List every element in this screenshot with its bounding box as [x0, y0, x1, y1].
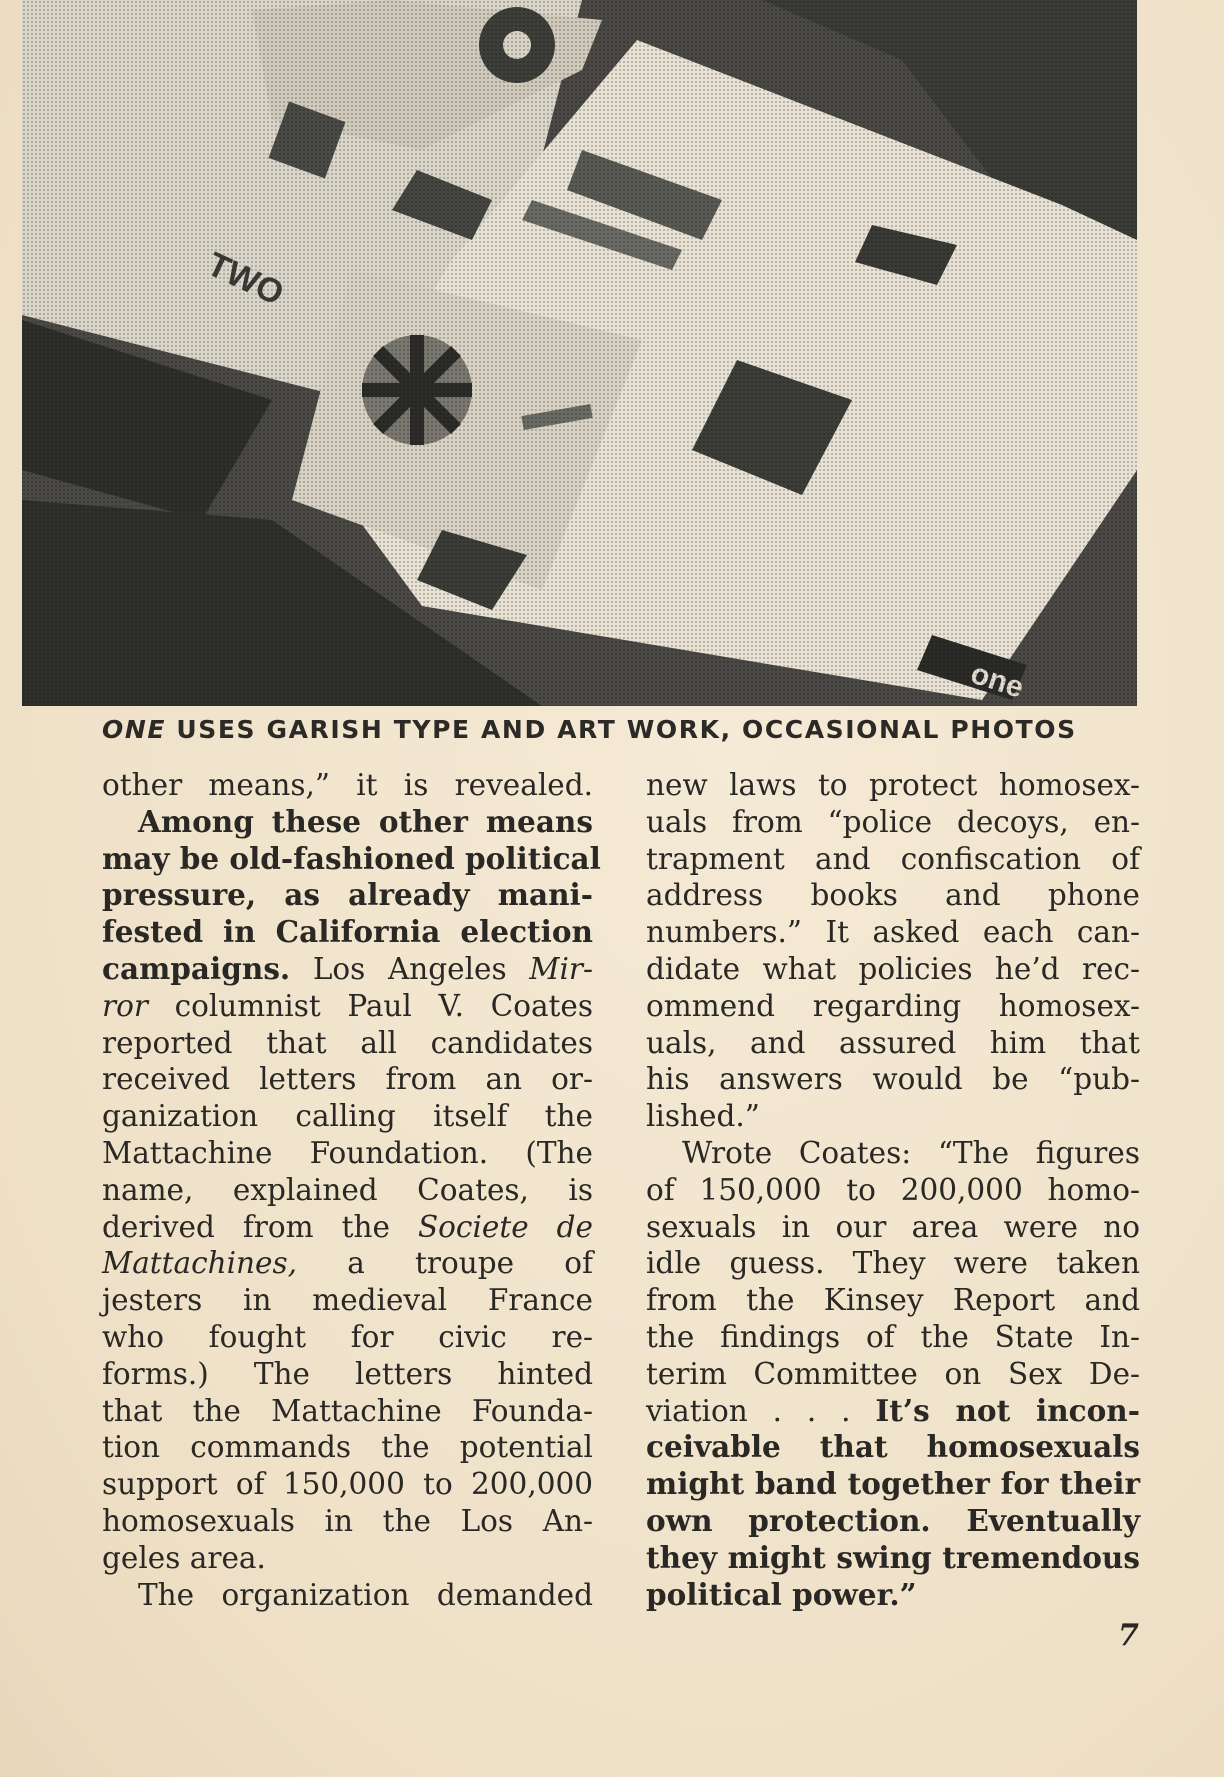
- text-line: name, explained Coates, is: [102, 1172, 593, 1207]
- text-run: It’s not incon-: [875, 1392, 1140, 1428]
- text-line: of 150,000 to 200,000 homo-: [646, 1172, 1140, 1207]
- text-line: numbers.” It asked each can-: [646, 915, 1140, 950]
- photo-caption: [102, 715, 1137, 744]
- text-line: reported that all candidates: [102, 1025, 593, 1060]
- text-line: forms.) The letters hinted: [102, 1356, 593, 1391]
- text-line: ommend regarding homosex-: [646, 988, 1140, 1023]
- article-right-column: [646, 767, 1140, 1613]
- text-run: Los Angeles: [290, 951, 530, 986]
- text-line: new laws to protect homosex-: [646, 768, 1140, 802]
- text-line: might band together for their: [646, 1466, 1140, 1502]
- text-line: may be old-fashioned political: [102, 840, 601, 876]
- page-number: 7: [1118, 1618, 1139, 1653]
- text-line: lished.”: [646, 1099, 760, 1134]
- text-run: campaigns.: [102, 950, 291, 986]
- text-line: homosexuals in the Los An-: [102, 1503, 593, 1538]
- text-line: jesters in medieval France: [102, 1283, 593, 1318]
- text-line: uals, and assured him that: [646, 1025, 1140, 1060]
- text-line: [102, 1245, 593, 1282]
- text-line: trapment and confiscation of: [646, 841, 1140, 876]
- text-line: the findings of the State In-: [646, 1319, 1140, 1354]
- text-line: idle guess. They were taken: [646, 1246, 1140, 1281]
- caption-magazine-name: ONE: [102, 715, 167, 744]
- text-line: [646, 1393, 1140, 1430]
- text-line: other means,” it is revealed.: [102, 768, 593, 802]
- text-line: pressure, as already mani-: [102, 877, 593, 913]
- text-line: address books and phone: [646, 878, 1140, 913]
- text-line: that the Mattachine Founda-: [102, 1393, 593, 1428]
- text-line: who fought for civic re-: [102, 1319, 593, 1354]
- text-line: didate what policies he’d rec-: [646, 951, 1140, 986]
- text-line: ceivable that homosexuals: [646, 1429, 1140, 1465]
- caption-text: USES GARISH TYPE AND ART WORK, OCCASIONAL PHOTOS: [166, 715, 1077, 744]
- text-line: The organization demanded: [138, 1577, 593, 1612]
- layout-photo: [22, 0, 1137, 706]
- text-line: received letters from an or-: [102, 1062, 593, 1097]
- text-line: [102, 988, 593, 1025]
- text-line: Mattachine Foundation. (The: [102, 1135, 593, 1170]
- text-run: ror: [102, 988, 148, 1023]
- text-run: a troupe of: [297, 1246, 593, 1281]
- text-line: Among these other means: [138, 803, 593, 839]
- text-run: viation . . .: [646, 1393, 876, 1428]
- text-line: [102, 951, 593, 988]
- text-line: own protection. Eventually: [646, 1502, 1140, 1538]
- text-line: sexuals in our area were no: [646, 1209, 1140, 1244]
- text-run: Societe de: [417, 1209, 593, 1244]
- text-line: [102, 1209, 593, 1246]
- text-line: they might swing tremendous: [646, 1539, 1140, 1575]
- text-line: from the Kinsey Report and: [646, 1283, 1140, 1318]
- text-line: tion commands the potential: [102, 1430, 593, 1465]
- text-line: ganization calling itself the: [102, 1099, 593, 1134]
- text-line: terim Committee on Sex De-: [646, 1356, 1140, 1391]
- text-line: geles area.: [102, 1540, 266, 1575]
- text-line: support of 150,000 to 200,000: [102, 1467, 593, 1502]
- text-run: Mir-: [529, 951, 593, 986]
- text-run: columnist Paul V. Coates: [147, 988, 593, 1023]
- text-line: political power.”: [646, 1576, 917, 1612]
- text-run: derived from the: [102, 1209, 418, 1244]
- text-line: fested in California election: [102, 914, 593, 950]
- text-line: uals from “police decoys, en-: [646, 804, 1140, 839]
- article-left-column: [102, 767, 601, 1613]
- text-run: Mattachines,: [102, 1246, 298, 1281]
- text-line: Wrote Coates: “The figures: [682, 1135, 1140, 1170]
- text-line: his answers would be “pub-: [646, 1062, 1140, 1097]
